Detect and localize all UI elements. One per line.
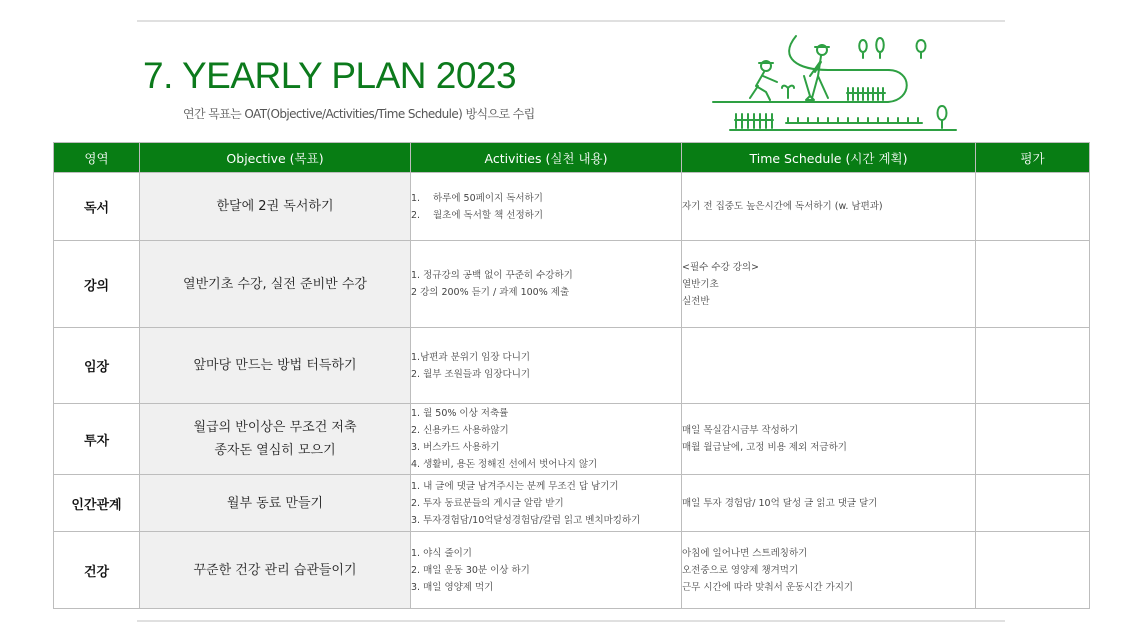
top-divider bbox=[137, 20, 1005, 22]
evaluation-cell bbox=[976, 532, 1090, 609]
bottom-divider bbox=[137, 620, 1005, 622]
activity-line: 3. 매일 영양제 먹기 bbox=[411, 581, 494, 593]
activity-line: 3. 버스카드 사용하기 bbox=[411, 442, 500, 453]
table-row bbox=[54, 241, 1090, 328]
table-row bbox=[54, 532, 1090, 609]
area-cell: 건강 bbox=[54, 532, 140, 609]
objective-line: 한달에 2권 독서하기 bbox=[216, 199, 334, 214]
objective-line: 월부 동료 만들기 bbox=[226, 495, 324, 511]
header-activities: Activities (실천 내용) bbox=[411, 143, 682, 173]
time-schedule-cell bbox=[682, 173, 976, 241]
activity-line: 1.남편과 분위기 임장 다니기 bbox=[411, 351, 531, 363]
table-row bbox=[54, 328, 1090, 404]
activity-line: 4. 생활비, 용돈 정해진 선에서 벗어나지 않기 bbox=[411, 459, 598, 470]
area-cell: 인간관계 bbox=[54, 475, 140, 532]
time-line: <필수 수강 강의> bbox=[682, 261, 760, 273]
activity-line: 2. 월부 조원들과 임장다니기 bbox=[411, 368, 531, 380]
activity-line: 1. 내 글에 댓글 남겨주시는 분께 무조건 답 남기기 bbox=[411, 480, 619, 492]
activity-line: 2. 신용카드 사용하않기 bbox=[411, 425, 509, 436]
header-area: 영역 bbox=[54, 143, 140, 173]
objective-line: 종자돈 열심히 모으기 bbox=[214, 443, 336, 458]
area-cell: 임장 bbox=[54, 328, 140, 404]
time-line: 매일 목실감시금부 작성하기 bbox=[682, 425, 799, 436]
time-line: 매일 투자 경험담/ 10억 달성 글 읽고 댓글 달기 bbox=[682, 497, 878, 509]
objective-line: 월급의 반이상은 무조건 저축 bbox=[193, 420, 357, 435]
objective-line: 열반기초 수강, 실전 준비반 수강 bbox=[183, 276, 367, 292]
time-line: 근무 시간에 따라 맞춰서 운동시간 가지기 bbox=[682, 581, 854, 593]
activities-cell bbox=[411, 241, 682, 328]
evaluation-cell bbox=[976, 475, 1090, 532]
table-header-row bbox=[54, 143, 1090, 173]
activity-line: 3. 투자경험담/10억달성경험담/칼럼 읽고 벤치마킹하기 bbox=[411, 514, 641, 526]
activities-cell bbox=[411, 328, 682, 404]
objective-cell bbox=[140, 404, 411, 475]
time-schedule-cell bbox=[682, 475, 976, 532]
time-schedule-cell bbox=[682, 404, 976, 475]
objective-cell bbox=[140, 173, 411, 241]
page-title: 7. YEARLY PLAN 2023 bbox=[143, 55, 517, 96]
activity-line: 1. 월 50% 이상 저축률 bbox=[411, 408, 509, 419]
activities-cell bbox=[411, 475, 682, 532]
evaluation-cell bbox=[976, 328, 1090, 404]
activity-line: 2. 투자 동료분들의 게시글 알람 받기 bbox=[411, 497, 564, 509]
gardening-people-illustration bbox=[708, 30, 970, 134]
evaluation-cell bbox=[976, 173, 1090, 241]
activities-cell bbox=[411, 404, 682, 475]
header-evaluation: 평가 bbox=[976, 143, 1090, 173]
time-line: 아침에 일어나면 스트레칭하기 bbox=[682, 547, 808, 559]
table-row bbox=[54, 475, 1090, 532]
evaluation-cell bbox=[976, 241, 1090, 328]
evaluation-cell bbox=[976, 404, 1090, 475]
page-subtitle: 연간 목표는 OAT(Objective/Activities/Time Schedule) 방식으로 수립 bbox=[183, 107, 535, 121]
activity-line: 2. 월초에 독서할 책 선정하기 bbox=[411, 209, 544, 221]
table-row bbox=[54, 173, 1090, 241]
time-line: 자기 전 집중도 높은시간에 독서하기 (w. 남편과) bbox=[682, 201, 883, 212]
yearly-plan-table bbox=[53, 142, 1090, 609]
time-line: 열반기초 bbox=[682, 278, 719, 290]
activities-cell bbox=[411, 532, 682, 609]
header-objective: Objective (목표) bbox=[140, 143, 411, 173]
activity-line: 1. 하루에 50페이지 독서하기 bbox=[411, 192, 543, 204]
activity-line: 1. 정규강의 공백 없이 꾸준히 수강하기 bbox=[411, 270, 573, 281]
objective-cell bbox=[140, 241, 411, 328]
time-schedule-cell bbox=[682, 241, 976, 328]
header-time-schedule: Time Schedule (시간 계획) bbox=[682, 143, 976, 173]
area-cell: 강의 bbox=[54, 241, 140, 328]
area-cell: 독서 bbox=[54, 173, 140, 241]
time-schedule-cell bbox=[682, 532, 976, 609]
objective-line: 앞마당 만드는 방법 터득하기 bbox=[193, 358, 357, 373]
activity-line: 2. 매일 운동 30분 이상 하기 bbox=[411, 564, 530, 576]
objective-cell bbox=[140, 475, 411, 532]
activity-line: 1. 야식 줄이기 bbox=[411, 547, 472, 559]
area-cell: 투자 bbox=[54, 404, 140, 475]
objective-cell bbox=[140, 328, 411, 404]
time-line: 실전반 bbox=[682, 295, 710, 307]
time-schedule-cell bbox=[682, 328, 976, 404]
time-line: 매월 월급날에, 고정 비용 제외 저금하기 bbox=[682, 442, 847, 453]
time-line: 오전중으로 영양제 챙겨먹기 bbox=[682, 564, 799, 576]
activities-cell bbox=[411, 173, 682, 241]
activity-line: 2 강의 200% 듣기 / 과제 100% 제출 bbox=[411, 287, 570, 298]
objective-line: 꾸준한 건강 관리 습관들이기 bbox=[193, 562, 357, 578]
objective-cell bbox=[140, 532, 411, 609]
table-row bbox=[54, 404, 1090, 475]
